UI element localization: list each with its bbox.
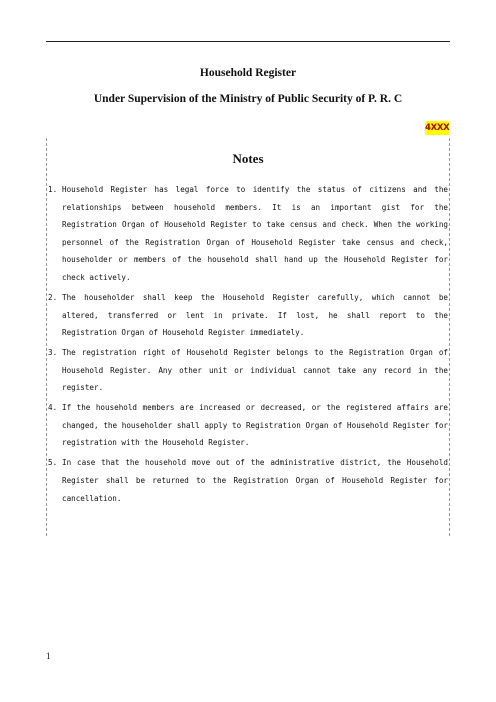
note-text: Household Register has legal force to identify the status of citizens and the relationships between household members. It is an important gist for the Registration Organ of Household Register to take census and check. When the working personnel of the Registration Organ of Household Register take census and check, householder or members of the household shall hand up the Household Register for check actively.: [62, 185, 448, 282]
note-text: In case that the household move out of the administrative district, the Household Register shall be returned to the Registration Organ of Household Register for cancellation.: [62, 458, 448, 503]
note-text: The householder shall keep the Household Register carefully, which cannot be altered, transferred or lent in private. If lost, he shall report to the Registration Organ of Household Register immediately.: [62, 292, 448, 338]
note-item-2: [48, 289, 448, 342]
document-title: Household Register: [199, 67, 297, 79]
note-item-1: [48, 181, 448, 287]
note-item-3: [48, 344, 448, 397]
notes-heading: Notes: [232, 151, 264, 166]
note-number: 3.: [48, 348, 58, 358]
header-rule: [46, 41, 450, 42]
note-number: 4.: [48, 403, 58, 413]
note-text: The registration right of Household Register belongs to the Registration Organ of Household Register. Any other unit or individual cannot take any record in the register.: [62, 348, 448, 393]
page-number: 1: [46, 651, 51, 661]
note-number: 1.: [48, 185, 58, 194]
note-item-5: [48, 454, 448, 507]
register-code-badge: 4XXX: [425, 123, 450, 133]
note-item-4: [48, 399, 448, 452]
note-text: If the household members are increased or decreased, or the registered affairs are changed, the householder shall apply to Registration Organ of Household Register for registration with the Household Register.: [62, 403, 448, 448]
document-subtitle: Under Supervision of the Ministry of Public Security of P. R. C: [93, 93, 403, 105]
note-number: 2.: [48, 292, 58, 302]
notes-list: [48, 181, 448, 510]
note-number: 5.: [48, 458, 58, 468]
